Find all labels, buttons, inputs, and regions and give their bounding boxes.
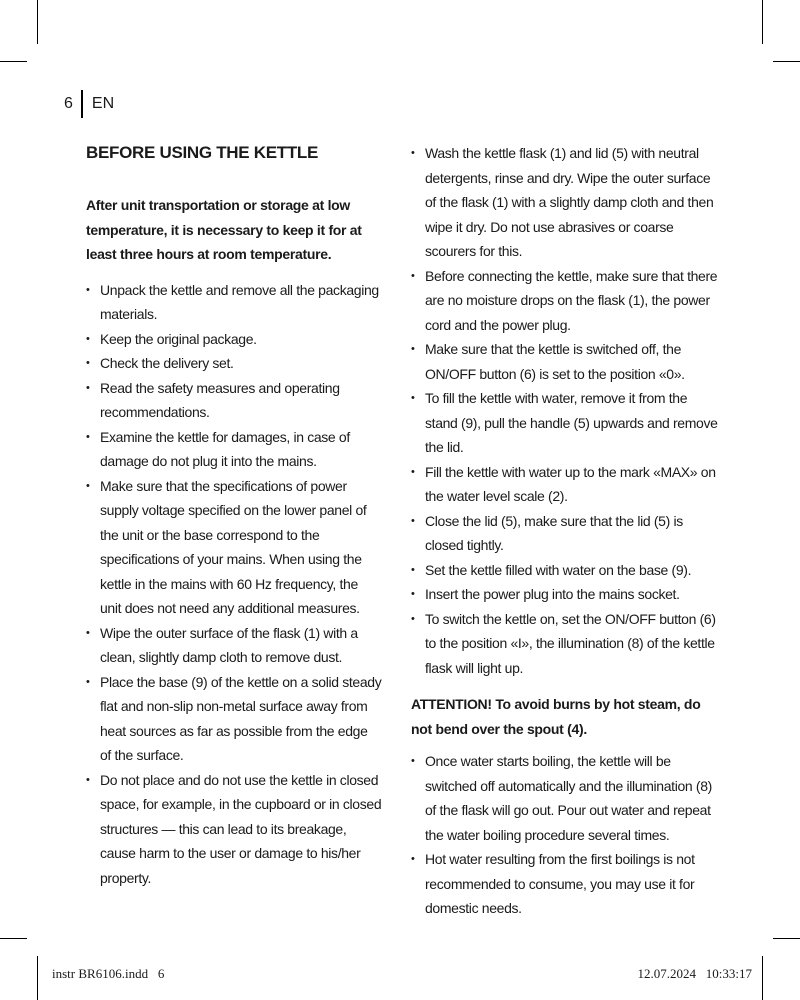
page-number: 6 <box>64 95 73 112</box>
list-item: • Once water starts boiling, the kettle will be switched off automatically and the illumination (8) of the flask will go out. Pour out water and repeat the water boiling procedure several times. <box>411 749 721 847</box>
right-bullet-list-after-warning <box>411 749 721 921</box>
right-bullet-list <box>411 141 721 680</box>
left-column <box>86 141 382 890</box>
crop-mark-top-left-vertical <box>37 0 38 44</box>
language-code: EN <box>91 95 115 112</box>
list-item: • Make sure that the kettle is switched off, the ON/OFF button (6) is set to the position «0». <box>411 337 721 386</box>
list-item: • Keep the original package. <box>86 327 382 352</box>
crop-mark-top-right-horizontal <box>773 61 800 62</box>
list-item: • Unpack the kettle and remove all the packaging materials. <box>86 278 382 327</box>
page-number-divider <box>81 90 83 118</box>
page-header <box>64 90 114 118</box>
attention-warning: ATTENTION! To avoid burns by hot steam, do not bend over the spout (4). <box>411 696 701 737</box>
crop-mark-top-right-vertical <box>762 0 763 44</box>
crop-mark-top-left-horizontal <box>0 61 27 62</box>
crop-mark-bottom-right-vertical <box>762 956 763 1000</box>
list-item: • Make sure that the specifications of power supply voltage specified on the lower panel of the unit or the base correspond to the specifications of your mains. When using the kettle in the mains with 60 Hz frequency, the unit does not need any additional measures. <box>86 474 382 621</box>
crop-mark-bottom-left-horizontal <box>0 938 27 939</box>
crop-mark-bottom-right-horizontal <box>773 938 800 939</box>
section-heading: BEFORE USING THE KETTLE <box>86 143 319 162</box>
list-item: • Examine the kettle for damages, in case of damage do not plug it into the mains. <box>86 425 382 474</box>
crop-mark-bottom-left-vertical <box>37 956 38 1000</box>
list-item: • Insert the power plug into the mains socket. <box>411 582 721 607</box>
right-column <box>411 141 721 921</box>
list-item: • Place the base (9) of the kettle on a solid steady flat and non-slip non-metal surface away from heat sources as far as possible from the edge of the surface. <box>86 670 382 768</box>
list-item: • Wipe the outer surface of the flask (1) with a clean, slightly damp cloth to remove dust. <box>86 621 382 670</box>
list-item: • Check the delivery set. <box>86 351 382 376</box>
list-item: • Close the lid (5), make sure that the lid (5) is closed tightly. <box>411 509 721 558</box>
list-item: • Hot water resulting from the first boilings is not recommended to consume, you may use it for domestic needs. <box>411 847 721 921</box>
intro-note: After unit transportation or storage at low temperature, it is necessary to keep it for at least three hours at room temperature. <box>86 197 362 262</box>
left-bullet-list <box>86 278 382 891</box>
list-item: • Set the kettle filled with water on the base (9). <box>411 558 721 583</box>
list-item: • Read the safety measures and operating recommendations. <box>86 376 382 425</box>
list-item: • Fill the kettle with water up to the mark «MAX» on the water level scale (2). <box>411 460 721 509</box>
footer-timestamp: 12.07.2024 10:33:17 <box>637 966 752 981</box>
list-item: • Do not place and do not use the kettle in closed space, for example, in the cupboard or in closed structures — this can lead to its breakage, cause harm to the user or damage to his/her property. <box>86 768 382 891</box>
list-item: • To switch the kettle on, set the ON/OFF button (6) to the position «I», the illumination (8) of the kettle flask will light up. <box>411 607 721 681</box>
footer-file-name: instr BR6106.indd 6 <box>52 966 165 981</box>
list-item: • Wash the kettle flask (1) and lid (5) with neutral detergents, rinse and dry. Wipe the outer surface of the flask (1) with a slightly damp cloth and then wipe it dry. Do not use abrasives or coarse scourers for this. <box>411 141 721 264</box>
list-item: • To fill the kettle with water, remove it from the stand (9), pull the handle (5) upwards and remove the lid. <box>411 386 721 460</box>
list-item: • Before connecting the kettle, make sure that there are no moisture drops on the flask (1), the power cord and the power plug. <box>411 264 721 338</box>
